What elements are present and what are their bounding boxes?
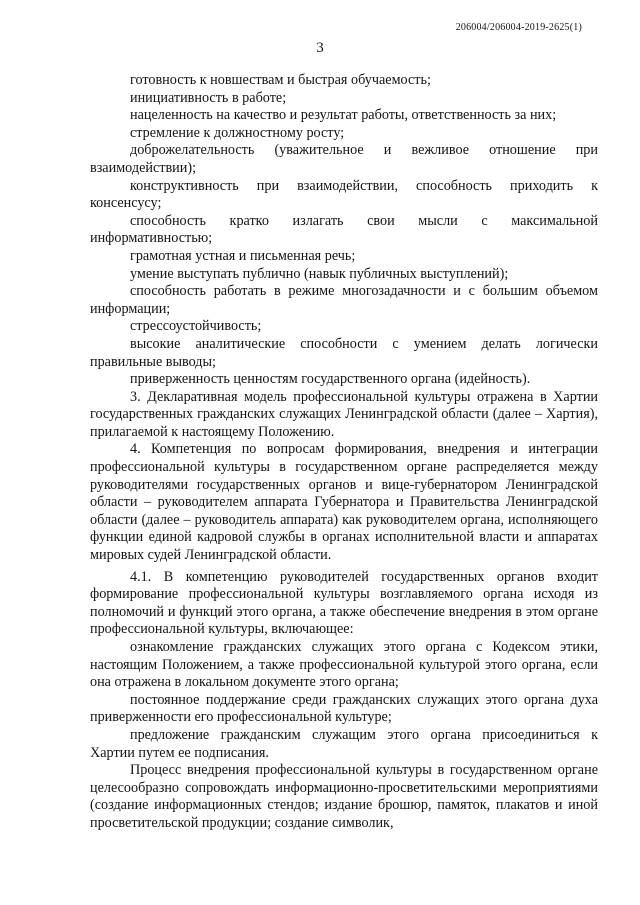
document-body bbox=[90, 72, 598, 833]
paragraph: стрессоустойчивость; bbox=[130, 318, 262, 335]
paragraph: нацеленность на качество и результат работы, ответственность за них; bbox=[130, 107, 557, 124]
paragraph: конструктивность при взаимодействии, способность приходить к консенсусу; bbox=[90, 177, 598, 212]
document-id: 206004/206004-2019-2625(1) bbox=[455, 22, 582, 33]
paragraph: предложение гражданским служащим этого органа присоединиться к Хартии путем ее подписания. bbox=[90, 726, 598, 761]
paragraph: приверженность ценностям государственного органа (идейность). bbox=[130, 371, 531, 388]
paragraph: инициативность в работе; bbox=[130, 89, 287, 106]
paragraph: высокие аналитические способности с умением делать логически правильные выводы; bbox=[90, 335, 598, 370]
paragraph: умение выступать публично (навык публичных выступлений); bbox=[130, 265, 509, 282]
paragraph: ознакомление гражданских служащих этого органа с Кодексом этики, настоящим Положением, а также профессиональной культурой этого органа, если она отражена в локальном документе этого органа; bbox=[90, 639, 598, 691]
paragraph: Процесс внедрения профессиональной культуры в государственном органе целесообразно сопровождать информационно-просветительскими мероприятиями (создание информационных стендов; издание брошюр, памяток, плакатов и иной просветительской продукции; создание символик, bbox=[90, 762, 598, 831]
paragraph: стремление к должностному росту; bbox=[130, 124, 345, 141]
paragraph: способность кратко излагать свои мысли с максимальной информативностью; bbox=[90, 212, 598, 247]
paragraph: постоянное поддержание среди гражданских служащих этого органа духа приверженности его профессиональной культуре; bbox=[90, 691, 598, 726]
paragraph: готовность к новшествам и быстрая обучаемость; bbox=[130, 72, 431, 88]
paragraph: доброжелательность (уважительное и вежливое отношение при взаимодействии); bbox=[90, 142, 598, 176]
section-3-paragraph: 3. Декларативная модель профессиональной культуры отражена в Хартии государственных гражданских служащих Ленинградской области (далее – Хартия), прилагаемой к настоящему Положению. bbox=[90, 388, 598, 440]
section-4-1-paragraph: 4.1. В компетенцию руководителей государственных органов входит формирование профессиональной культуры возглавляемого органа исходя из полномочий и функций этого органа, а также обеспечение внедрения в этом органе профессиональной культуры, включающее: bbox=[90, 568, 598, 638]
paragraph: грамотная устная и письменная речь; bbox=[130, 247, 356, 264]
page-number: 3 bbox=[316, 40, 324, 56]
paragraph: способность работать в режиме многозадачности и с большим объемом информации; bbox=[90, 283, 598, 317]
section-4-paragraph: 4. Компетенция по вопросам формирования, внедрения и интеграции профессиональной культуры в государственном органе распределяется между руководителями государственных органов и вице-губернатором Ленинградской области – руководителем аппарата Губернатора и Правительства Ленинградской области (далее – руководитель аппарата) как руководителем органа, исполняющего функции единой кадровой службы в органах исполнительной власти и аппаратах мировых судей Ленинградской области. bbox=[90, 441, 598, 564]
